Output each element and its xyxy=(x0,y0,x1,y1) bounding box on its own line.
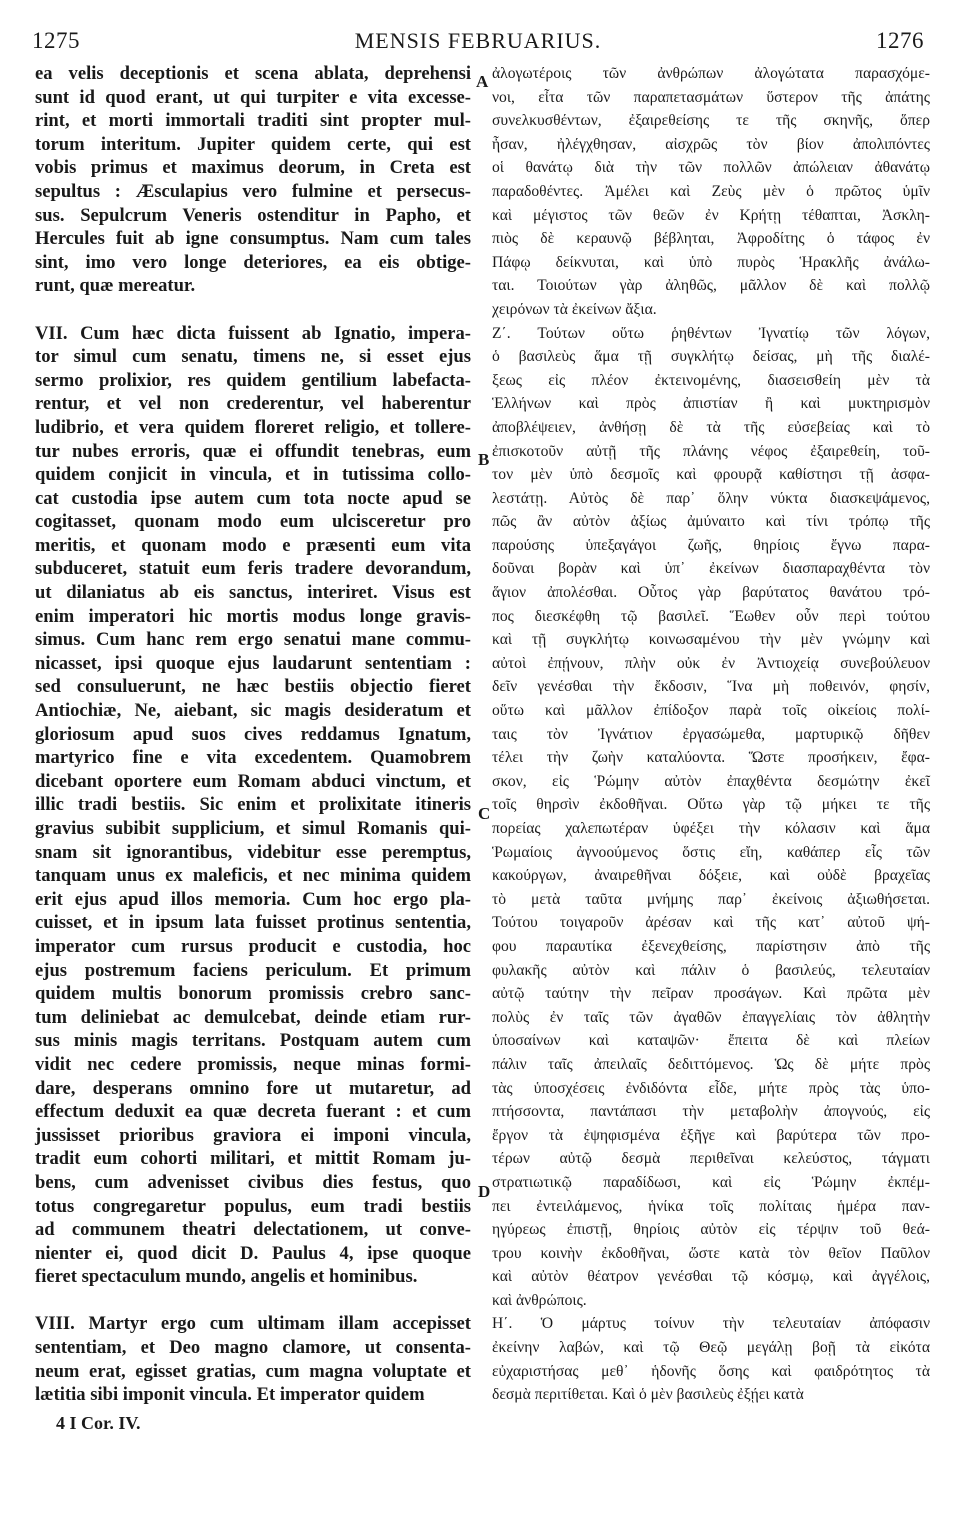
greek-text-line: ἅγιον ἀπολέσθαι. Οὗτος γὰρ βαρύτατος θανάτου τρό- xyxy=(492,584,930,602)
greek-text-line: τὰς ὑποσχέσεις ἐνδιδόντα εἶδε, μήτε πρὸς τὰς ὑπο- xyxy=(492,1079,930,1097)
right-page-number: 1276 xyxy=(875,28,924,53)
latin-text-line: tor simul cum senatu, timens ne, si esset ejus xyxy=(35,346,471,368)
latin-text-line: cogitasset, quonam modo eum ulcisceretur pro xyxy=(35,511,471,533)
running-title: MENSIS FEBRUARIUS. xyxy=(354,28,602,53)
greek-text-line: ἀποβλέψειεν, ἀνθήσῃ δὲ τὰ τῆς εὐσεβείας καὶ τὸ xyxy=(492,418,930,436)
greek-text-line: ἐκείνην λαβών, καὶ τῷ Θεῷ μεγάλῃ βοῇ τὰ εἰκότα xyxy=(492,1339,930,1357)
greek-text-line: πάλιν ταῖς ἀπειλαῖς δεδιττόμενος. Ὡς δὲ μήτε πρὸς xyxy=(492,1055,930,1073)
latin-text-line: gloriosum apud suos cives reddamus Ignatum, xyxy=(35,723,471,745)
latin-text-line: tradit eum cohorti militari, et mittit Romam ju- xyxy=(35,1148,471,1170)
margin-letter-c: C xyxy=(478,804,491,823)
greek-text-line: πορείας χαλεπωτέραν ὑφέξει τὴν κόλασιν καὶ ἅμα xyxy=(492,820,930,837)
latin-text-line: effectum deduxit ea quæ decreta fuerant : et cum xyxy=(35,1101,471,1123)
latin-text-line: vidit nec cedere promissis, neque minas formi- xyxy=(35,1053,471,1075)
latin-text-line: nicasset, ipsi quoque ejus laudarunt sententiam : xyxy=(35,652,471,674)
latin-text-line: ut dilaniatus ab eis sanctus, interiret. Visus est xyxy=(35,582,471,604)
greek-text-line: ηγύρεως ἐπιστῇ, θηρίοις αὐτὸν εἰς τέρψιν τοῦ θεά- xyxy=(492,1221,930,1239)
greek-text-line: καὶ ἀνθρώποις. xyxy=(492,1291,587,1309)
latin-column xyxy=(35,62,471,1407)
greek-text-line: συνελκυσθέντων, ἐξαιρεθείσης τε τῆς σκηνῆς, ὅπερ xyxy=(492,112,930,130)
greek-text-line: εὐχαριστήσας μεθ᾽ ἡδονῆς ὅσης καὶ φαιδρότητος τὰ xyxy=(492,1362,930,1380)
greek-text-line: φου παραυτίκα ἐξενεχθείσης, παρίστησιν ἀπὸ τῆς xyxy=(492,937,930,955)
latin-text-line: totus congregaretur populus, eum tradi bestiis xyxy=(35,1195,471,1217)
latin-text-line: neum erat, egisset gratias, cum magna voluptate et xyxy=(35,1360,471,1382)
latin-text-line xyxy=(35,1289,471,1313)
greek-text-line: ἦσαν, ἠλέγχθησαν, αἰσχρῶς τὸν βίον ἀπολιπόντες xyxy=(492,135,930,153)
latin-text-line: jussisset prioribus graviora ei imponi vincula, xyxy=(35,1124,471,1146)
greek-text-line: δεῖν γενέσθαι τὴν ἔκδοσιν, Ἵνα μὴ ποθεινόν, φησίν, xyxy=(492,678,930,696)
greek-text-line: Η΄. Ὁ μάρτυς τοίνυν τὴν τελευταίαν ἀπόφασιν xyxy=(492,1315,930,1333)
greek-text-line: κακούργων, ἀναιρεθῆναι δόξειε, καὶ οὐδὲ βραχεῖας xyxy=(492,867,930,885)
greek-text-line: αὐτῷ ταύτην τὴν πεῖραν προσάγων. Καὶ πρῶτα μὲν xyxy=(492,985,930,1003)
greek-text-line: οὕτω καὶ μᾶλλον ἐπίδοξον παρὰ τοῖς οἰκείοις πολί- xyxy=(492,702,930,720)
greek-text-line: ἀλογωτέροις τῶν ἀνθρώπων ἀλογώτατα παρασχόμε- xyxy=(492,65,930,82)
greek-text-line: οἱ θανάτῳ διὰ τὴν τῶν πολλῶν ἀπώλειαν ἀθανάτῳ xyxy=(492,159,930,177)
latin-text-line: VIII. Martyr ergo cum ultimam illam accepisset xyxy=(35,1313,471,1335)
latin-text-line: enim imperatori hic mortis modus longe gravis- xyxy=(35,605,471,627)
latin-text-line: bens, cum advenisset civibus dies festus, quo xyxy=(35,1171,471,1193)
margin-letter-a: A xyxy=(476,72,489,91)
greek-text-line: τον μὲν ὑπὸ δεσμοῖς καὶ φρουρᾷ καθίστησι τῇ ἀσφα- xyxy=(492,466,930,484)
latin-text-line: sint, imo vero longe deteriores, ea eis obtige- xyxy=(35,251,471,273)
greek-text-line: ἐπισκοτοῦν αὐτῇ τῆς πλάνης νέφος ἐξαιρεθείη, τοῦ- xyxy=(492,442,930,460)
latin-text-line: lætitia sibi imponit vincula. Et imperator quidem xyxy=(35,1384,425,1406)
margin-letter-b: B xyxy=(478,450,490,469)
latin-text-line: meritis, et quonam modo e præsenti eum vita xyxy=(35,534,471,556)
latin-text-line: dare, desperans omnino fore ut mutaretur, ad xyxy=(35,1077,471,1099)
greek-text-line: ὁ βασιλεὺς ἅμα τῇ συγκλήτῳ δείσας, μὴ τῆς διαλέ- xyxy=(492,348,930,366)
latin-text-line: ejus postremum faciens periculum. Et primum xyxy=(35,959,471,981)
latin-text-line xyxy=(35,298,471,322)
latin-text-line: ludibrio, et vera quidem floreret religio, et tollere- xyxy=(35,416,471,438)
latin-text-line: sed consuluerunt, ne hæc bestiis objectio fieret xyxy=(35,676,471,698)
latin-text-line: simus. Cum hanc rem ergo senatui mane commu- xyxy=(35,629,471,651)
greek-text-line: ξεως εἰς πλέον ἐκτεινομένης, διασεισθείη μὲν τὰ xyxy=(492,371,930,389)
greek-text-line: ται. Τοιούτων γὰρ ἀληθῶς, μᾶλλον δὲ καὶ πολλῷ xyxy=(492,277,930,295)
latin-text-line: sententiam, et Deo magno clamore, ut consenta- xyxy=(35,1337,471,1359)
latin-text-line: tum deliniebat ac demulcebat, deinde etiam rur- xyxy=(35,1006,471,1028)
latin-text-line: fieret spectaculum mundo, angelis et hominibus. xyxy=(35,1266,418,1288)
latin-text-line: sus minis magis territans. Postquam autem cum xyxy=(35,1030,471,1052)
latin-text-line: dicebant oportere eum Romam abduci vinctum, et xyxy=(35,770,471,792)
greek-text-line: Ἑλλήνων καὶ πρὸς ἀπιστίαν ἢ καὶ μυκτηρισμὸν xyxy=(492,395,930,413)
greek-text-line: ταις τὸν Ἰγνάτιον ἐργασώμεθα, μαρτυρικῷ δῆθεν xyxy=(492,725,930,743)
latin-text-line: VII. Cum hæc dicta fuissent ab Ignatio, impera- xyxy=(35,322,471,344)
greek-text-line: πος διεσκέφθη τῷ βασιλεῖ. Ἕωθεν οὖν περὶ τούτου xyxy=(492,607,930,625)
greek-text-line: σκον, εἰς Ῥώμην αὐτὸν ἐπαχθέντα δεσμώτην ἐκεῖ xyxy=(492,772,930,790)
footnote: 4 I Cor. IV. xyxy=(56,1413,141,1433)
greek-text-line: πει ἐντειλάμενος, ἡνίκα τοῖς πολίταις ἡμέρα παν- xyxy=(492,1197,930,1215)
greek-text-line: δεσμὰ περιτίθεται. Καὶ ὁ μὲν βασιλεὺς ἐξῄει κατὰ xyxy=(492,1386,804,1404)
margin-letter-d: D xyxy=(478,1182,491,1201)
latin-text-line: imperator cum rursus producit e custodia, hoc xyxy=(35,935,471,957)
latin-text-line: ad communem theatri delectationem, ut conve- xyxy=(35,1219,471,1241)
greek-text-line: παραδοθέντες. Ἀμέλει καὶ Ζεὺς μὲν ὁ πρῶτος ὑμῖν xyxy=(492,182,930,200)
latin-text-line: erit ejus apud illos memoria. Cum hoc ergo pla- xyxy=(35,888,471,910)
latin-text-line: ea velis deceptionis et scena ablata, deprehensi xyxy=(35,63,471,84)
greek-text-line: στρατιωτικῷ παραδίδωσι, καὶ εἰς Ῥώμην ἐκπέμ- xyxy=(492,1173,930,1191)
latin-text-line: sermo prolixior, res quidem gentilium labefacta- xyxy=(35,369,471,391)
latin-text-line: cat custodia ipse autem cum tota nocte apud se xyxy=(35,487,471,509)
greek-text-line: τέρων αὐτῷ δεσμὰ περιθεῖναι κελεύστος, τάγματι xyxy=(492,1150,930,1168)
latin-text-line: vobis primus et maximus deorum, in Creta est xyxy=(35,157,471,179)
latin-text-line: sepultus : Æsculapius vero fulmine et persecus- xyxy=(35,180,471,202)
latin-text-line: tanquam unus ex maleficis, et nec minima quidem xyxy=(35,865,471,887)
greek-text-line: πιὸς δὲ κεραυνῷ βέβληται, Ἀφροδίτης ὁ τάφος ἐν xyxy=(492,230,930,248)
latin-text-line: gravius subibit supplicium, et simul Romanis qui- xyxy=(35,818,471,839)
greek-text-line: ὑποσαίνων καὶ καταψῶν· ἔπειτα δὲ καὶ πλείων xyxy=(492,1032,930,1050)
greek-text-line: καὶ μέγιστος τῶν θεῶν ἐν Κρήτῃ τέθαπται, Ἀσκλη- xyxy=(492,206,930,224)
latin-text-line: illic tradi bestiis. Sic enim et prolixitate itineris xyxy=(35,794,471,816)
greek-text-line: Πάφῳ δείκνυται, καὶ ὑπὸ πυρὸς Ἡρακλῆς ἀνάλω- xyxy=(492,253,930,271)
page-header xyxy=(32,28,924,54)
greek-text-line: τοῖς θηρσὶν ἐκδοθῆναι. Οὕτω γὰρ τῷ μήκει τε τῆς xyxy=(492,796,930,814)
greek-text-line: Ῥωμαίοις ἀγνοούμενος ὅστις εἴη, καθάπερ εἷς τῶν xyxy=(492,843,930,861)
latin-text-line: rint, et morti immortali traditi sint propter mul- xyxy=(35,110,471,132)
greek-text-line: Ζ΄. Τούτων οὕτω ῥηθέντων Ἰγνατίῳ τῶν λόγων, xyxy=(492,324,930,342)
latin-text-line: subduceret, statuit eum feris tradere devorandum, xyxy=(35,558,471,580)
latin-text-line: runt, quæ mereatur. xyxy=(35,275,196,297)
latin-text-line: rentur, et vel non crederentur, vel haberentur xyxy=(35,393,471,415)
latin-text-line: Hercules fuit ab igne consumptus. Nam cum tales xyxy=(35,228,471,250)
latin-text-line: quidem conjicit in vincula, et in tutissima collo- xyxy=(35,464,471,486)
greek-text-line: αὐτοὶ ἐπῄνουν, πλὴν οὐκ ἐν Ἀντιοχείᾳ συνεβούλευον xyxy=(492,654,930,672)
greek-column xyxy=(492,62,930,1407)
greek-text-line: παρούσης ὑπεξαγάγοι ζωῆς, θηρίοις ἔγνω παρα- xyxy=(492,536,930,554)
latin-text-line: martyrico fine e vita excedentem. Quamobrem xyxy=(35,747,471,769)
latin-text-line: snam sit ignorantibus, videbitur esse peremptus, xyxy=(35,841,471,863)
latin-text-line: sus. Sepulcrum Veneris ostenditur in Papho, et xyxy=(35,204,471,226)
latin-text-line: sunt id quod erant, ut qui turpiter e vita excesse- xyxy=(35,86,471,108)
greek-text-line: πῶς ἂν αὐτὸν ἀξίως ἀμύναιτο καὶ τίνι τρόπῳ τῆς xyxy=(492,513,930,531)
latin-text-line: cuisset, et in ipsum lata fuisset protinus sententia, xyxy=(35,912,471,934)
greek-text-line: χειρόνων τὰ ἐκείνων ἄξια. xyxy=(492,300,657,318)
latin-text-line: quidem multis bonorum promissis crebro sanc- xyxy=(35,983,471,1005)
greek-text-line: δοῦναι βορὰν καὶ ὑπ᾽ ἐκείνων διασπαραχθέντα τὸν xyxy=(492,560,930,578)
greek-text-line: τὸ μετὰ ταῦτα μνήμης παρ᾽ ἐκείνοις ἀξιωθήσεται. xyxy=(492,890,930,908)
greek-text-line: φυλακῆς αὐτὸν καὶ πάλιν ὁ βασιλεύς, τελευταίαν xyxy=(492,961,930,979)
greek-text-line: πτήσσοντα, παντάπασι τὴν μεταβολὴν ἀπογνούς, εἰς xyxy=(492,1103,930,1121)
greek-text-line: Τούτου τοιγαροῦν ἀρέσαν καὶ τῆς κατ᾽ αὐτοῦ ψή- xyxy=(492,914,930,932)
latin-text-line: tur nubes erroris, quæ ei offundit tenebras, eum xyxy=(35,440,471,462)
greek-text-line: καὶ τῇ συγκλήτῳ κοινωσαμένου τὴν μὲν γνώμην καὶ xyxy=(492,631,930,649)
greek-text-line: τέλει τὴν ζωὴν καταλύοντα. Ὥστε προσήκειν, ἔφα- xyxy=(492,749,930,767)
greek-text-line: ἔργον τὰ ἐψηφισμένα ἐξῆγε καὶ βαρύτερα τῶν προ- xyxy=(492,1126,930,1144)
greek-text-line: λεστάτῃ. Αὐτὸς δὲ παρ᾽ ὅλην νύκτα διασκεψάμενος, xyxy=(492,489,930,507)
latin-text-line: nienter ei, quod dicit D. Paulus 4, ipse quoque xyxy=(35,1242,471,1264)
left-page-number: 1275 xyxy=(32,28,80,53)
latin-text-line: Antiochiæ, Ne, aiebant, sic magis desideratum et xyxy=(35,700,471,722)
greek-text-line: πολὺς ἐν ταῖς τῶν ἀγαθῶν ἐπαγγελίαις τὸν ἀθλητὴν xyxy=(492,1008,930,1026)
greek-text-line: τρου κοινὴν ἐκδοθῆναι, ὥστε κατὰ τὸν θεῖον Παῦλον xyxy=(492,1244,930,1262)
greek-text-line: νοι, εἶτα τῶν παραπετασμάτων ὕστερον τῆς ἀπάτης xyxy=(492,88,930,106)
greek-text-line: καὶ αὐτὸν θέατρον γενέσθαι τῷ κόσμῳ, καὶ ἀγγέλοις, xyxy=(492,1268,930,1286)
latin-text-line: torum interitum. Jupiter quidem certe, qui est xyxy=(35,133,471,155)
